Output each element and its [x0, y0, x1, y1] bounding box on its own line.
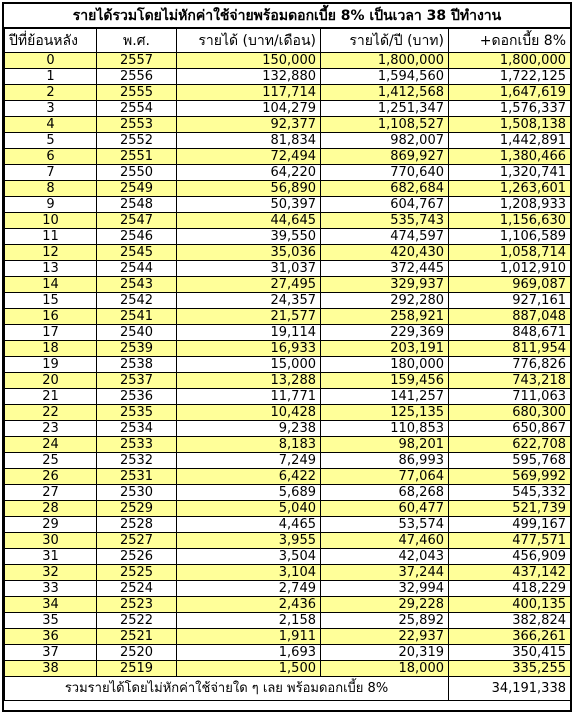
- table-row: [5, 421, 571, 437]
- cell-monthly-income: 27,495: [177, 277, 321, 293]
- cell-with-interest: 743,218: [449, 373, 571, 389]
- cell-with-interest: 366,261: [449, 629, 571, 645]
- cell-be-year: 2520: [97, 645, 177, 661]
- cell-yearly-income: 25,892: [321, 613, 449, 629]
- cell-with-interest: 1,320,741: [449, 165, 571, 181]
- cell-years-back: 24: [5, 437, 97, 453]
- table-row: [5, 517, 571, 533]
- cell-monthly-income: 19,114: [177, 325, 321, 341]
- cell-monthly-income: 44,645: [177, 213, 321, 229]
- cell-with-interest: 418,229: [449, 581, 571, 597]
- cell-years-back: 20: [5, 373, 97, 389]
- cell-yearly-income: 682,684: [321, 181, 449, 197]
- table-row: [5, 645, 571, 661]
- cell-yearly-income: 180,000: [321, 357, 449, 373]
- cell-yearly-income: 258,921: [321, 309, 449, 325]
- cell-years-back: 5: [5, 133, 97, 149]
- col-header-with-interest: +ดอกเบี้ย 8%: [449, 29, 571, 53]
- col-header-be-year: พ.ศ.: [97, 29, 177, 53]
- cell-monthly-income: 3,104: [177, 565, 321, 581]
- cell-yearly-income: 37,244: [321, 565, 449, 581]
- cell-with-interest: 1,647,619: [449, 85, 571, 101]
- table-row: [5, 661, 571, 677]
- cell-with-interest: 521,739: [449, 501, 571, 517]
- cell-be-year: 2556: [97, 69, 177, 85]
- cell-years-back: 28: [5, 501, 97, 517]
- cell-with-interest: 350,415: [449, 645, 571, 661]
- cell-with-interest: 595,768: [449, 453, 571, 469]
- cell-years-back: 1: [5, 69, 97, 85]
- cell-be-year: 2521: [97, 629, 177, 645]
- table-row: [5, 309, 571, 325]
- table-row: [5, 293, 571, 309]
- cell-yearly-income: 535,743: [321, 213, 449, 229]
- cell-monthly-income: 150,000: [177, 53, 321, 69]
- income-table: [4, 28, 571, 701]
- cell-monthly-income: 11,771: [177, 389, 321, 405]
- cell-with-interest: 1,576,337: [449, 101, 571, 117]
- cell-with-interest: 545,332: [449, 485, 571, 501]
- cell-yearly-income: 203,191: [321, 341, 449, 357]
- cell-be-year: 2546: [97, 229, 177, 245]
- cell-be-year: 2529: [97, 501, 177, 517]
- cell-monthly-income: 92,377: [177, 117, 321, 133]
- table-row: [5, 469, 571, 485]
- cell-monthly-income: 16,933: [177, 341, 321, 357]
- cell-with-interest: 1,508,138: [449, 117, 571, 133]
- table-body: [5, 53, 571, 677]
- cell-yearly-income: 1,251,347: [321, 101, 449, 117]
- cell-be-year: 2553: [97, 117, 177, 133]
- cell-be-year: 2526: [97, 549, 177, 565]
- cell-be-year: 2541: [97, 309, 177, 325]
- cell-be-year: 2528: [97, 517, 177, 533]
- cell-with-interest: 927,161: [449, 293, 571, 309]
- cell-years-back: 11: [5, 229, 97, 245]
- table-row: [5, 101, 571, 117]
- cell-years-back: 22: [5, 405, 97, 421]
- table-row: [5, 453, 571, 469]
- cell-be-year: 2537: [97, 373, 177, 389]
- income-spreadsheet: [2, 2, 572, 712]
- cell-be-year: 2539: [97, 341, 177, 357]
- cell-with-interest: 1,058,714: [449, 245, 571, 261]
- cell-years-back: 17: [5, 325, 97, 341]
- total-row: [5, 677, 571, 701]
- table-row: [5, 341, 571, 357]
- cell-be-year: 2557: [97, 53, 177, 69]
- cell-with-interest: 622,708: [449, 437, 571, 453]
- cell-years-back: 30: [5, 533, 97, 549]
- cell-be-year: 2542: [97, 293, 177, 309]
- cell-be-year: 2545: [97, 245, 177, 261]
- cell-be-year: 2544: [97, 261, 177, 277]
- cell-yearly-income: 292,280: [321, 293, 449, 309]
- cell-years-back: 37: [5, 645, 97, 661]
- table-row: [5, 389, 571, 405]
- cell-monthly-income: 3,504: [177, 549, 321, 565]
- cell-with-interest: 400,135: [449, 597, 571, 613]
- cell-yearly-income: 20,319: [321, 645, 449, 661]
- cell-years-back: 34: [5, 597, 97, 613]
- cell-with-interest: 437,142: [449, 565, 571, 581]
- cell-monthly-income: 15,000: [177, 357, 321, 373]
- cell-yearly-income: 329,937: [321, 277, 449, 293]
- cell-with-interest: 477,571: [449, 533, 571, 549]
- cell-be-year: 2540: [97, 325, 177, 341]
- cell-yearly-income: 68,268: [321, 485, 449, 501]
- cell-monthly-income: 64,220: [177, 165, 321, 181]
- cell-yearly-income: 1,108,527: [321, 117, 449, 133]
- table-row: [5, 485, 571, 501]
- cell-with-interest: 499,167: [449, 517, 571, 533]
- cell-with-interest: 1,263,601: [449, 181, 571, 197]
- cell-be-year: 2525: [97, 565, 177, 581]
- cell-monthly-income: 7,249: [177, 453, 321, 469]
- cell-be-year: 2523: [97, 597, 177, 613]
- table-row: [5, 53, 571, 69]
- cell-years-back: 31: [5, 549, 97, 565]
- table-row: [5, 357, 571, 373]
- cell-with-interest: 1,800,000: [449, 53, 571, 69]
- cell-yearly-income: 77,064: [321, 469, 449, 485]
- cell-monthly-income: 6,422: [177, 469, 321, 485]
- cell-with-interest: 776,826: [449, 357, 571, 373]
- cell-with-interest: 1,156,630: [449, 213, 571, 229]
- cell-years-back: 35: [5, 613, 97, 629]
- cell-be-year: 2534: [97, 421, 177, 437]
- total-label: รวมรายได้โดยไม่หักค่าใช้จ่ายใด ๆ เลย พร้อมดอกเบี้ย 8%: [5, 677, 449, 701]
- cell-be-year: 2554: [97, 101, 177, 117]
- table-row: [5, 501, 571, 517]
- cell-years-back: 0: [5, 53, 97, 69]
- table-row: [5, 405, 571, 421]
- cell-years-back: 16: [5, 309, 97, 325]
- cell-years-back: 21: [5, 389, 97, 405]
- cell-years-back: 3: [5, 101, 97, 117]
- cell-with-interest: 1,442,891: [449, 133, 571, 149]
- cell-yearly-income: 229,369: [321, 325, 449, 341]
- table-row: [5, 149, 571, 165]
- cell-years-back: 19: [5, 357, 97, 373]
- cell-years-back: 7: [5, 165, 97, 181]
- cell-years-back: 27: [5, 485, 97, 501]
- cell-monthly-income: 9,238: [177, 421, 321, 437]
- cell-be-year: 2547: [97, 213, 177, 229]
- cell-be-year: 2550: [97, 165, 177, 181]
- cell-yearly-income: 47,460: [321, 533, 449, 549]
- cell-yearly-income: 110,853: [321, 421, 449, 437]
- cell-with-interest: 1,722,125: [449, 69, 571, 85]
- cell-yearly-income: 86,993: [321, 453, 449, 469]
- cell-be-year: 2519: [97, 661, 177, 677]
- cell-years-back: 12: [5, 245, 97, 261]
- cell-monthly-income: 10,428: [177, 405, 321, 421]
- cell-monthly-income: 132,880: [177, 69, 321, 85]
- header-row: [5, 29, 571, 53]
- cell-be-year: 2549: [97, 181, 177, 197]
- cell-with-interest: 969,087: [449, 277, 571, 293]
- table-row: [5, 277, 571, 293]
- cell-yearly-income: 770,640: [321, 165, 449, 181]
- cell-with-interest: 1,012,910: [449, 261, 571, 277]
- cell-be-year: 2527: [97, 533, 177, 549]
- cell-with-interest: 848,671: [449, 325, 571, 341]
- cell-years-back: 9: [5, 197, 97, 213]
- cell-monthly-income: 5,689: [177, 485, 321, 501]
- table-row: [5, 629, 571, 645]
- cell-years-back: 13: [5, 261, 97, 277]
- table-row: [5, 181, 571, 197]
- cell-monthly-income: 24,357: [177, 293, 321, 309]
- cell-yearly-income: 1,412,568: [321, 85, 449, 101]
- cell-with-interest: 711,063: [449, 389, 571, 405]
- cell-monthly-income: 21,577: [177, 309, 321, 325]
- cell-be-year: 2531: [97, 469, 177, 485]
- table-row: [5, 533, 571, 549]
- table-row: [5, 325, 571, 341]
- cell-monthly-income: 1,500: [177, 661, 321, 677]
- cell-yearly-income: 982,007: [321, 133, 449, 149]
- cell-monthly-income: 35,036: [177, 245, 321, 261]
- cell-yearly-income: 29,228: [321, 597, 449, 613]
- cell-monthly-income: 5,040: [177, 501, 321, 517]
- table-row: [5, 69, 571, 85]
- table-row: [5, 581, 571, 597]
- col-header-years-back: ปีที่ย้อนหลัง: [5, 29, 97, 53]
- table-row: [5, 213, 571, 229]
- cell-be-year: 2555: [97, 85, 177, 101]
- cell-yearly-income: 159,456: [321, 373, 449, 389]
- cell-yearly-income: 18,000: [321, 661, 449, 677]
- cell-with-interest: 650,867: [449, 421, 571, 437]
- table-row: [5, 261, 571, 277]
- cell-be-year: 2536: [97, 389, 177, 405]
- cell-be-year: 2522: [97, 613, 177, 629]
- cell-monthly-income: 2,749: [177, 581, 321, 597]
- cell-years-back: 14: [5, 277, 97, 293]
- cell-monthly-income: 81,834: [177, 133, 321, 149]
- table-row: [5, 165, 571, 181]
- cell-be-year: 2551: [97, 149, 177, 165]
- table-row: [5, 197, 571, 213]
- cell-yearly-income: 141,257: [321, 389, 449, 405]
- cell-years-back: 18: [5, 341, 97, 357]
- cell-monthly-income: 1,911: [177, 629, 321, 645]
- cell-monthly-income: 4,465: [177, 517, 321, 533]
- cell-with-interest: 569,992: [449, 469, 571, 485]
- cell-yearly-income: 604,767: [321, 197, 449, 213]
- cell-yearly-income: 98,201: [321, 437, 449, 453]
- cell-monthly-income: 117,714: [177, 85, 321, 101]
- cell-years-back: 25: [5, 453, 97, 469]
- cell-years-back: 26: [5, 469, 97, 485]
- table-row: [5, 597, 571, 613]
- cell-with-interest: 887,048: [449, 309, 571, 325]
- col-header-yearly-income: รายได้/ปี (บาท): [321, 29, 449, 53]
- cell-years-back: 32: [5, 565, 97, 581]
- cell-years-back: 2: [5, 85, 97, 101]
- cell-with-interest: 680,300: [449, 405, 571, 421]
- cell-with-interest: 456,909: [449, 549, 571, 565]
- cell-yearly-income: 22,937: [321, 629, 449, 645]
- cell-be-year: 2530: [97, 485, 177, 501]
- total-value: 34,191,338: [449, 677, 571, 701]
- cell-monthly-income: 8,183: [177, 437, 321, 453]
- cell-be-year: 2543: [97, 277, 177, 293]
- cell-yearly-income: 474,597: [321, 229, 449, 245]
- cell-years-back: 8: [5, 181, 97, 197]
- cell-be-year: 2548: [97, 197, 177, 213]
- cell-with-interest: 1,208,933: [449, 197, 571, 213]
- cell-yearly-income: 869,927: [321, 149, 449, 165]
- cell-monthly-income: 39,550: [177, 229, 321, 245]
- cell-be-year: 2532: [97, 453, 177, 469]
- cell-monthly-income: 1,693: [177, 645, 321, 661]
- table-row: [5, 133, 571, 149]
- table-row: [5, 565, 571, 581]
- cell-yearly-income: 53,574: [321, 517, 449, 533]
- table-row: [5, 437, 571, 453]
- cell-monthly-income: 104,279: [177, 101, 321, 117]
- cell-monthly-income: 13,288: [177, 373, 321, 389]
- cell-monthly-income: 72,494: [177, 149, 321, 165]
- cell-yearly-income: 125,135: [321, 405, 449, 421]
- cell-be-year: 2535: [97, 405, 177, 421]
- cell-with-interest: 1,106,589: [449, 229, 571, 245]
- table-row: [5, 229, 571, 245]
- cell-years-back: 15: [5, 293, 97, 309]
- cell-yearly-income: 1,800,000: [321, 53, 449, 69]
- cell-years-back: 36: [5, 629, 97, 645]
- cell-monthly-income: 3,955: [177, 533, 321, 549]
- table-row: [5, 549, 571, 565]
- cell-yearly-income: 32,994: [321, 581, 449, 597]
- cell-yearly-income: 42,043: [321, 549, 449, 565]
- cell-be-year: 2538: [97, 357, 177, 373]
- cell-with-interest: 1,380,466: [449, 149, 571, 165]
- cell-years-back: 4: [5, 117, 97, 133]
- cell-monthly-income: 2,158: [177, 613, 321, 629]
- cell-with-interest: 335,255: [449, 661, 571, 677]
- table-row: [5, 117, 571, 133]
- cell-years-back: 10: [5, 213, 97, 229]
- cell-monthly-income: 56,890: [177, 181, 321, 197]
- table-row: [5, 373, 571, 389]
- col-header-monthly-income: รายได้ (บาท/เดือน): [177, 29, 321, 53]
- cell-with-interest: 811,954: [449, 341, 571, 357]
- table-row: [5, 85, 571, 101]
- cell-yearly-income: 420,430: [321, 245, 449, 261]
- cell-be-year: 2533: [97, 437, 177, 453]
- cell-monthly-income: 31,037: [177, 261, 321, 277]
- cell-years-back: 23: [5, 421, 97, 437]
- cell-years-back: 38: [5, 661, 97, 677]
- cell-yearly-income: 60,477: [321, 501, 449, 517]
- cell-years-back: 33: [5, 581, 97, 597]
- cell-years-back: 29: [5, 517, 97, 533]
- cell-monthly-income: 2,436: [177, 597, 321, 613]
- sheet-title: รายได้รวมโดยไม่หักค่าใช้จ่ายพร้อมดอกเบี้ย 8% เป็นเวลา 38 ปีทำงาน: [4, 4, 570, 28]
- cell-years-back: 6: [5, 149, 97, 165]
- cell-yearly-income: 1,594,560: [321, 69, 449, 85]
- cell-be-year: 2524: [97, 581, 177, 597]
- cell-with-interest: 382,824: [449, 613, 571, 629]
- table-row: [5, 613, 571, 629]
- cell-yearly-income: 372,445: [321, 261, 449, 277]
- cell-be-year: 2552: [97, 133, 177, 149]
- cell-monthly-income: 50,397: [177, 197, 321, 213]
- table-row: [5, 245, 571, 261]
